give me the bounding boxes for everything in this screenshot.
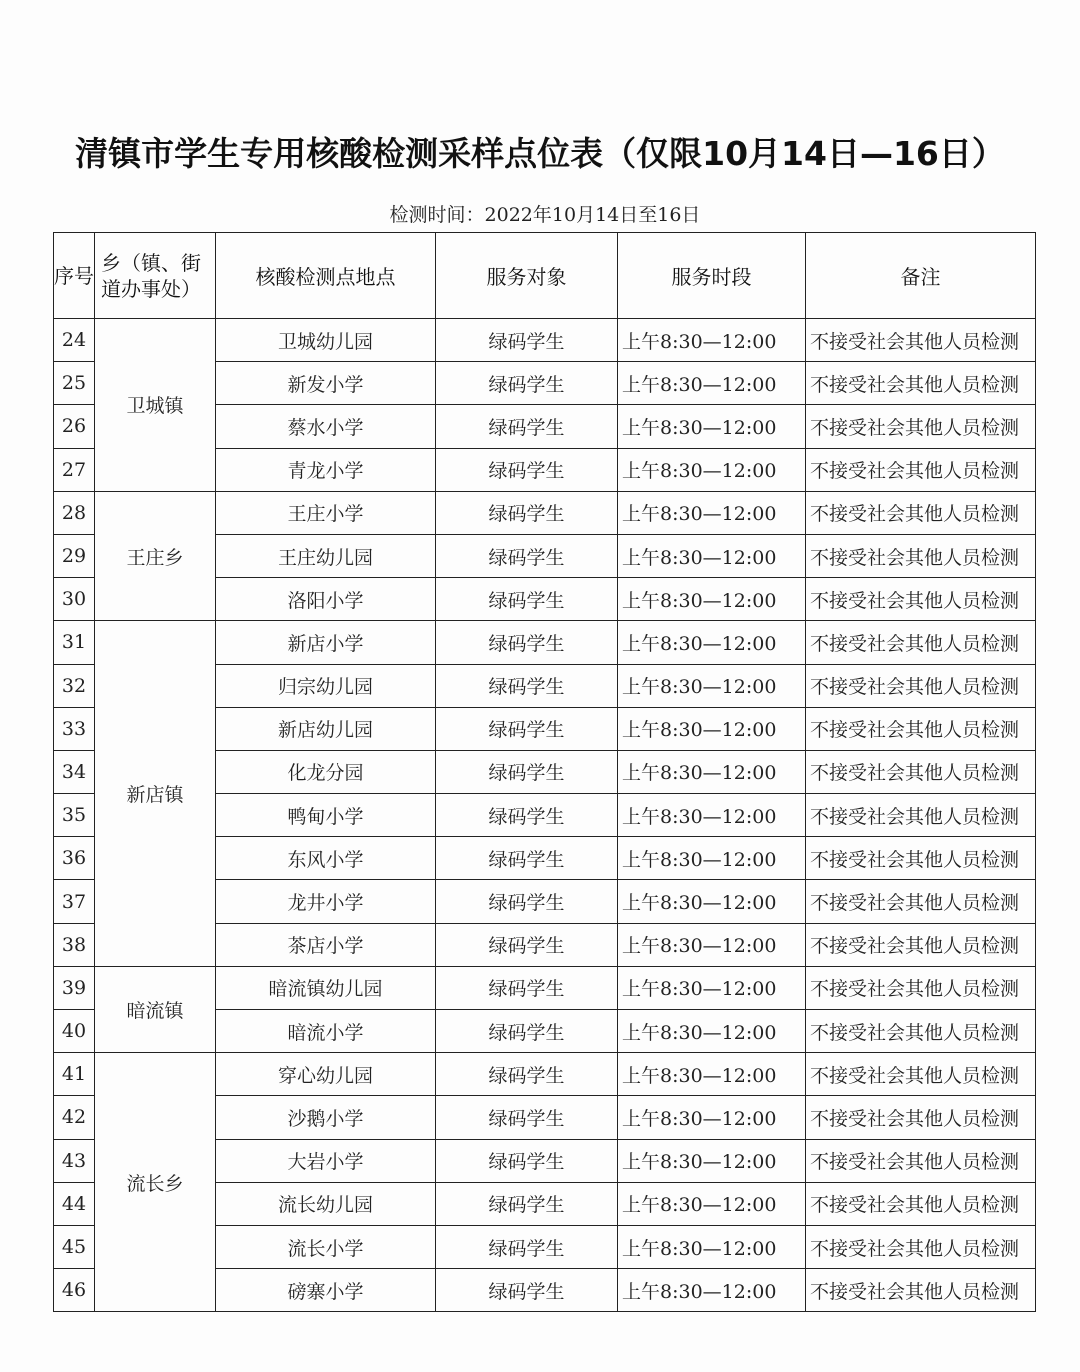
table-header-row [54,233,1036,319]
site-cell: 王庄幼儿园 [216,534,436,577]
remarks-cell: 不接受社会其他人员检测 [806,534,1036,577]
serial-number-cell: 41 [54,1053,95,1096]
serial-number-cell: 39 [54,966,95,1009]
remarks-cell: 不接受社会其他人员检测 [806,880,1036,923]
remarks-cell: 不接受社会其他人员检测 [806,1096,1036,1139]
service-hours-cell: 上午8:30—12:00 [618,1010,806,1053]
serial-number-cell: 34 [54,750,95,793]
service-hours-cell: 上午8:30—12:00 [618,1269,806,1312]
service-hours-cell: 上午8:30—12:00 [618,1139,806,1182]
serial-number-cell: 26 [54,405,95,448]
site-cell: 鸭甸小学 [216,794,436,837]
service-target-cell: 绿码学生 [436,1269,618,1312]
remarks-cell: 不接受社会其他人员检测 [806,837,1036,880]
site-cell: 化龙分园 [216,750,436,793]
remarks-cell: 不接受社会其他人员检测 [806,1225,1036,1268]
site-cell: 穿心幼儿园 [216,1053,436,1096]
serial-number-cell: 25 [54,362,95,405]
service-hours-cell: 上午8:30—12:00 [618,578,806,621]
remarks-cell: 不接受社会其他人员检测 [806,750,1036,793]
site-cell: 归宗幼儿园 [216,664,436,707]
header-town: 乡（镇、街道办事处） [95,233,216,319]
remarks-cell: 不接受社会其他人员检测 [806,1010,1036,1053]
remarks-cell: 不接受社会其他人员检测 [806,1053,1036,1096]
service-target-cell: 绿码学生 [436,750,618,793]
service-hours-cell: 上午8:30—12:00 [618,966,806,1009]
service-target-cell: 绿码学生 [436,319,618,362]
serial-number-cell: 35 [54,794,95,837]
service-target-cell: 绿码学生 [436,1139,618,1182]
service-target-cell: 绿码学生 [436,1182,618,1225]
site-cell: 洛阳小学 [216,578,436,621]
service-hours-cell: 上午8:30—12:00 [618,880,806,923]
serial-number-cell: 45 [54,1225,95,1268]
service-hours-cell: 上午8:30—12:00 [618,405,806,448]
service-hours-cell: 上午8:30—12:00 [618,319,806,362]
remarks-cell: 不接受社会其他人员检测 [806,1269,1036,1312]
service-hours-cell: 上午8:30—12:00 [618,707,806,750]
serial-number-cell: 28 [54,491,95,534]
service-hours-cell: 上午8:30—12:00 [618,448,806,491]
service-target-cell: 绿码学生 [436,1053,618,1096]
table-row [54,491,1036,534]
site-cell: 青龙小学 [216,448,436,491]
service-target-cell: 绿码学生 [436,405,618,448]
serial-number-cell: 31 [54,621,95,664]
header-remarks: 备注 [806,233,1036,319]
service-hours-cell: 上午8:30—12:00 [618,750,806,793]
serial-number-cell: 33 [54,707,95,750]
site-cell: 沙鹅小学 [216,1096,436,1139]
service-hours-cell: 上午8:30—12:00 [618,1182,806,1225]
serial-number-cell: 38 [54,923,95,966]
table-row [54,966,1036,1009]
site-cell: 新店小学 [216,621,436,664]
serial-number-cell: 42 [54,1096,95,1139]
service-target-cell: 绿码学生 [436,966,618,1009]
service-hours-cell: 上午8:30—12:00 [618,664,806,707]
site-cell: 新发小学 [216,362,436,405]
service-target-cell: 绿码学生 [436,880,618,923]
service-target-cell: 绿码学生 [436,1010,618,1053]
header-serial-number: 序号 [54,233,95,319]
service-hours-cell: 上午8:30—12:00 [618,1225,806,1268]
serial-number-cell: 30 [54,578,95,621]
serial-number-cell: 37 [54,880,95,923]
site-cell: 王庄小学 [216,491,436,534]
service-target-cell: 绿码学生 [436,578,618,621]
town-cell: 王庄乡 [95,491,216,621]
service-hours-cell: 上午8:30—12:00 [618,362,806,405]
service-target-cell: 绿码学生 [436,491,618,534]
table-body [54,319,1036,1312]
remarks-cell: 不接受社会其他人员检测 [806,1139,1036,1182]
service-target-cell: 绿码学生 [436,837,618,880]
service-target-cell: 绿码学生 [436,707,618,750]
service-target-cell: 绿码学生 [436,534,618,577]
town-cell: 流长乡 [95,1053,216,1312]
remarks-cell: 不接受社会其他人员检测 [806,923,1036,966]
service-target-cell: 绿码学生 [436,362,618,405]
site-cell: 大岩小学 [216,1139,436,1182]
service-hours-cell: 上午8:30—12:00 [618,491,806,534]
header-service-hours: 服务时段 [618,233,806,319]
site-cell: 暗流镇幼儿园 [216,966,436,1009]
service-target-cell: 绿码学生 [436,794,618,837]
service-target-cell: 绿码学生 [436,621,618,664]
town-cell: 暗流镇 [95,966,216,1052]
site-cell: 磅寨小学 [216,1269,436,1312]
header-service-target: 服务对象 [436,233,618,319]
remarks-cell: 不接受社会其他人员检测 [806,664,1036,707]
site-cell: 茶店小学 [216,923,436,966]
service-hours-cell: 上午8:30—12:00 [618,923,806,966]
service-hours-cell: 上午8:30—12:00 [618,837,806,880]
page-title: 清镇市学生专用核酸检测采样点位表（仅限10月14日—16日） [75,134,1005,173]
table-row [54,621,1036,664]
table-row [54,319,1036,362]
serial-number-cell: 24 [54,319,95,362]
table-row [54,1053,1036,1096]
service-target-cell: 绿码学生 [436,448,618,491]
remarks-cell: 不接受社会其他人员检测 [806,362,1036,405]
sampling-sites-table [53,232,1036,1312]
site-cell: 流长小学 [216,1225,436,1268]
site-cell: 东风小学 [216,837,436,880]
serial-number-cell: 46 [54,1269,95,1312]
remarks-cell: 不接受社会其他人员检测 [806,578,1036,621]
service-hours-cell: 上午8:30—12:00 [618,621,806,664]
site-cell: 蔡水小学 [216,405,436,448]
header-site: 核酸检测点地点 [216,233,436,319]
serial-number-cell: 32 [54,664,95,707]
detection-time: 检测时间：2022年10月14日至16日 [389,204,701,226]
remarks-cell: 不接受社会其他人员检测 [806,621,1036,664]
service-hours-cell: 上午8:30—12:00 [618,794,806,837]
site-cell: 龙井小学 [216,880,436,923]
site-cell: 流长幼儿园 [216,1182,436,1225]
remarks-cell: 不接受社会其他人员检测 [806,1182,1036,1225]
serial-number-cell: 43 [54,1139,95,1182]
serial-number-cell: 36 [54,837,95,880]
service-target-cell: 绿码学生 [436,1225,618,1268]
serial-number-cell: 40 [54,1010,95,1053]
remarks-cell: 不接受社会其他人员检测 [806,707,1036,750]
service-target-cell: 绿码学生 [436,1096,618,1139]
serial-number-cell: 44 [54,1182,95,1225]
service-target-cell: 绿码学生 [436,664,618,707]
remarks-cell: 不接受社会其他人员检测 [806,448,1036,491]
remarks-cell: 不接受社会其他人员检测 [806,794,1036,837]
serial-number-cell: 27 [54,448,95,491]
remarks-cell: 不接受社会其他人员检测 [806,405,1036,448]
town-cell: 新店镇 [95,621,216,967]
site-cell: 新店幼儿园 [216,707,436,750]
service-hours-cell: 上午8:30—12:00 [618,534,806,577]
service-target-cell: 绿码学生 [436,923,618,966]
town-cell: 卫城镇 [95,319,216,492]
remarks-cell: 不接受社会其他人员检测 [806,966,1036,1009]
service-hours-cell: 上午8:30—12:00 [618,1053,806,1096]
remarks-cell: 不接受社会其他人员检测 [806,319,1036,362]
site-cell: 暗流小学 [216,1010,436,1053]
service-hours-cell: 上午8:30—12:00 [618,1096,806,1139]
site-cell: 卫城幼儿园 [216,319,436,362]
serial-number-cell: 29 [54,534,95,577]
remarks-cell: 不接受社会其他人员检测 [806,491,1036,534]
